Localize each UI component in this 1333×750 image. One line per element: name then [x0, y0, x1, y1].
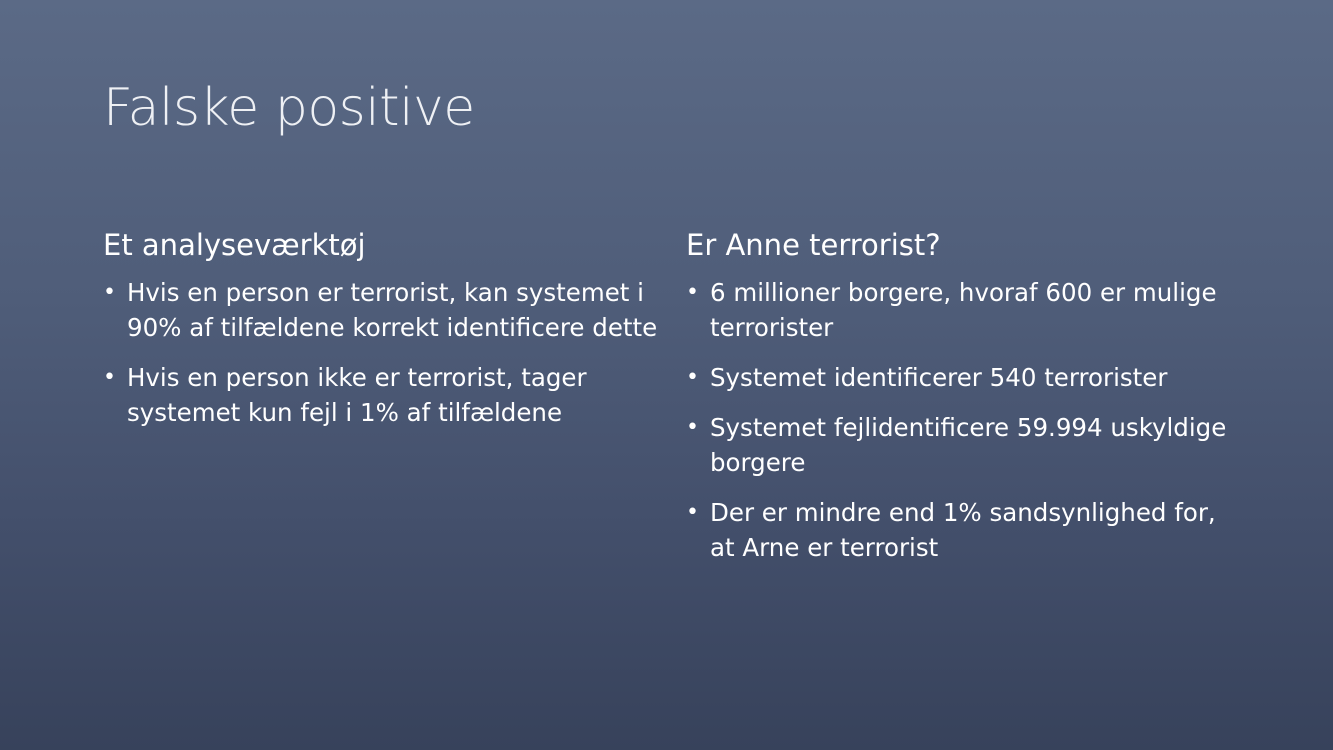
bullet-item: • Hvis en person er terrorist, kan systemet i 90% af tilfældene korrekt identificere dette: [103, 275, 663, 345]
bullet-item: • 6 millioner borgere, hvoraf 600 er mulige terrorister: [686, 275, 1246, 345]
bullet-item: • Systemet fejlidentificere 59.994 uskyldige borgere: [686, 410, 1246, 480]
left-bullet-list: [103, 275, 663, 430]
bullet-item: • Systemet identificerer 540 terrorister: [686, 360, 1246, 395]
right-column: [686, 225, 1246, 580]
right-column-heading: Er Anne terrorist?: [686, 228, 941, 262]
bullet-item: • Der er mindre end 1% sandsynlighed for, at Arne er terrorist: [686, 495, 1246, 565]
left-column-heading: Et analyseværktøj: [103, 228, 366, 262]
bullet-item: • Hvis en person ikke er terrorist, tager systemet kun fejl i 1% af tilfældene: [103, 360, 663, 430]
left-column: [103, 225, 663, 445]
right-bullet-list: [686, 275, 1246, 565]
slide-title: Falske positive: [103, 78, 475, 138]
